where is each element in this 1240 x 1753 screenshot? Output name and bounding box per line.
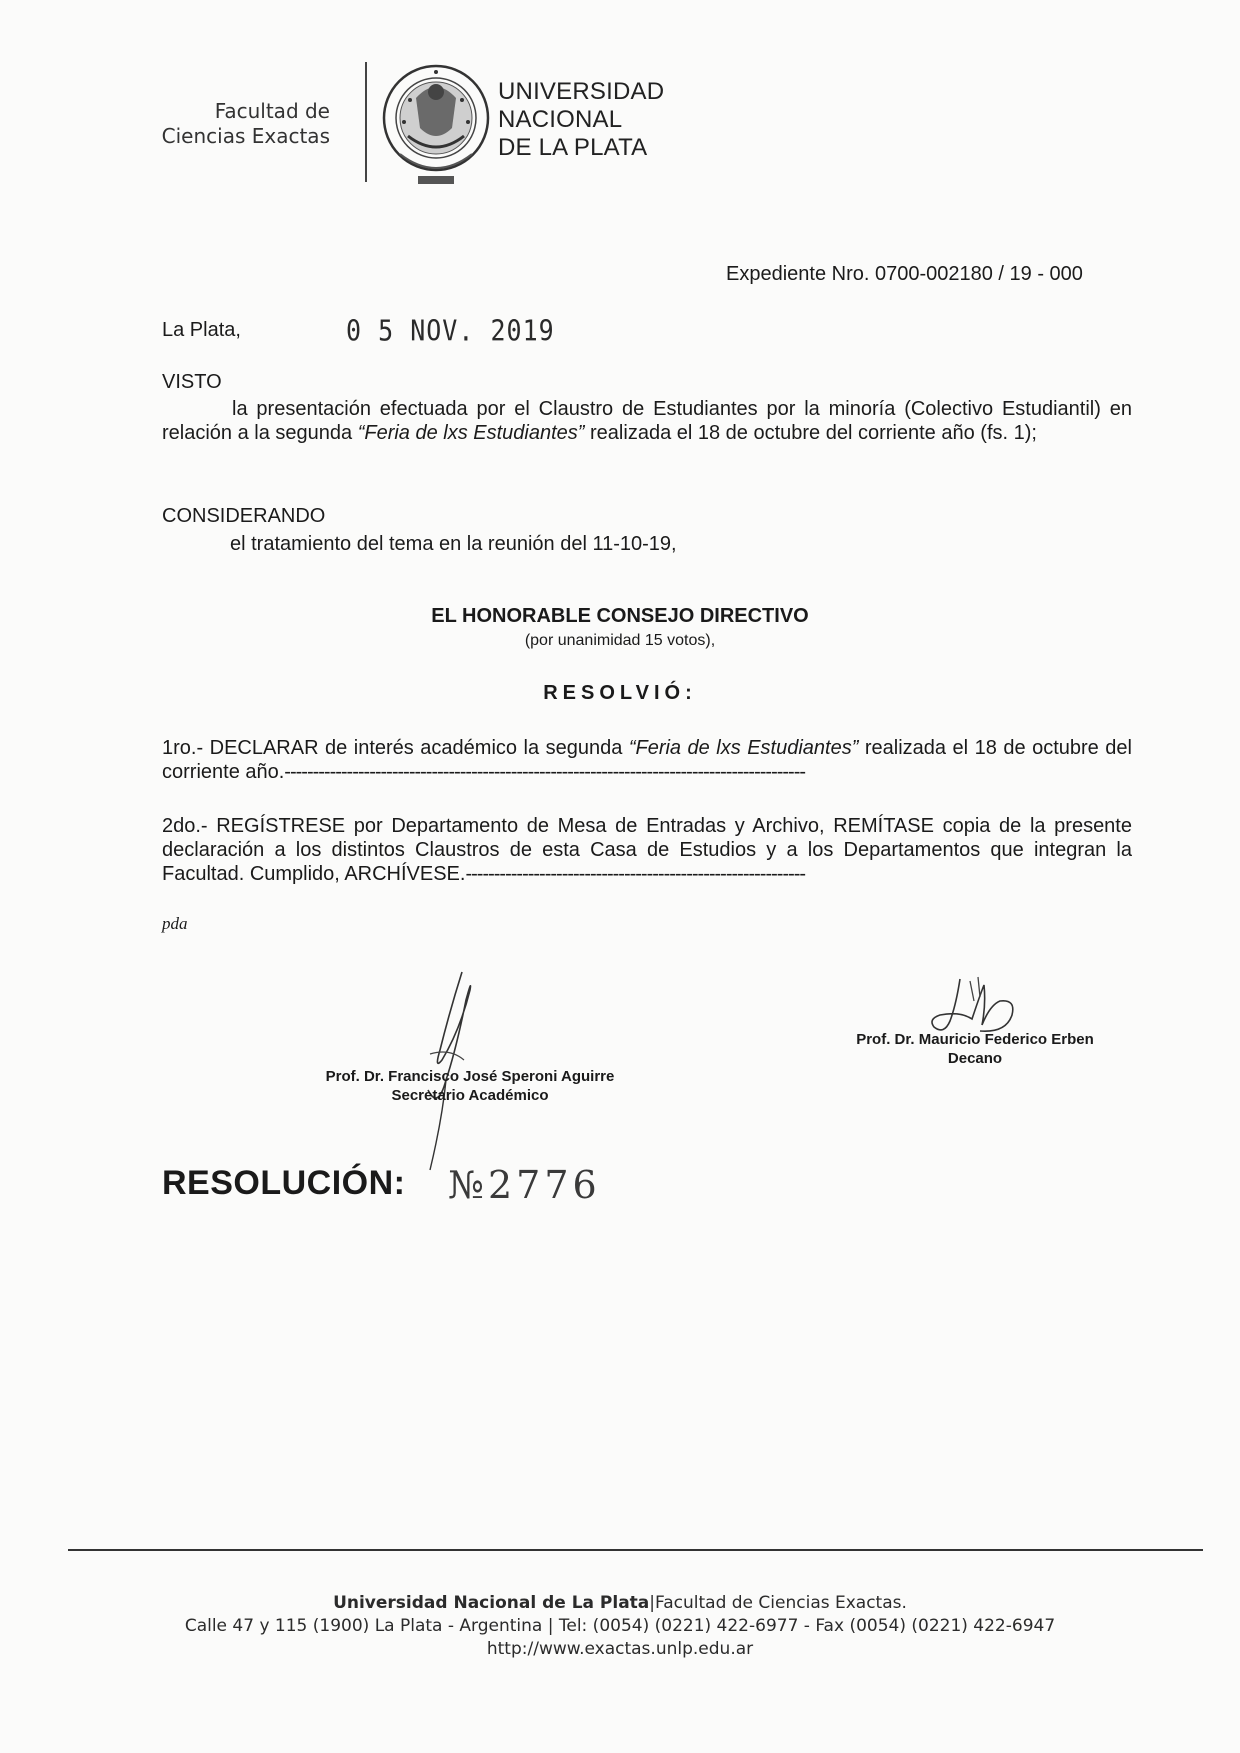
article-second-text: 2do.- REGÍSTRESE por Departamento de Mesa de Entradas y Archivo, REMÍTASE copia de la presente declaración a los distintos Claustros de esta Casa de Estudios y a los Departamentos que integran la Facultad. Cumplido, ARCHÍVESE. (162, 815, 1132, 885)
footer-university: Universidad Nacional de La Plata (333, 1593, 650, 1613)
visto-text-before: la presentación efectuada por el Claustro de Estudiantes por la minoría (Colectivo Estudiantil) en relación a la segunda (162, 398, 1132, 444)
footer-address: Calle 47 y 115 (1900) La Plata - Argentina | Tel: (0054) (0221) 422-6977 - Fax (0054) (0221) 422-6947 (184, 1616, 1056, 1636)
typist-initials: pda (162, 914, 188, 933)
faculty-name-line1: Facultad de (214, 99, 330, 123)
signature-right (835, 1030, 1115, 1068)
university-name-line1: UNIVERSIDAD (498, 78, 665, 105)
faculty-name-line2: Ciencias Exactas (161, 124, 330, 148)
visto-text-after: realizada el 18 de octubre del corriente año (fs. 1); (584, 422, 1037, 444)
considerando-label: CONSIDERANDO (162, 505, 326, 527)
article-second-dashes: ------------------------------------------------------------ (465, 863, 806, 885)
article-second (162, 814, 1132, 886)
signature-right-role: Decano (947, 1050, 1003, 1067)
university-name-line3: DE LA PLATA (498, 134, 648, 161)
visto-text-italic: “Feria de lxs Estudiantes” (357, 422, 585, 444)
place-label: La Plata, (162, 319, 241, 341)
footer-divider (68, 1549, 1203, 1551)
resolution-label: RESOLUCIÓN: (162, 1164, 406, 1202)
resolution-number: №2776 (448, 1163, 601, 1207)
signature-right-name: Prof. Dr. Mauricio Federico Erben (856, 1031, 1094, 1048)
considerando-text: el tratamiento del tema en la reunión del 11-10-19, (230, 533, 677, 555)
university-seal-icon (380, 58, 492, 192)
council-title: EL HONORABLE CONSEJO DIRECTIVO (431, 605, 809, 627)
article-first (162, 736, 1132, 784)
university-name (498, 78, 664, 162)
signature-left (300, 1067, 640, 1105)
signature-left-name: Prof. Dr. Francisco José Speroni Aguirre (325, 1068, 615, 1085)
university-name-line2: NACIONAL (498, 106, 623, 133)
article-first-dashes: -------------------------------------------------------------------------------------------- (284, 761, 806, 783)
visto-label: VISTO (162, 371, 222, 393)
date-stamp: 0 5 NOV. 2019 (346, 313, 555, 348)
resolved-heading: RESOLVIÓ: (543, 682, 697, 704)
article-first-after: realizada el 18 de octubre del corriente año. (162, 737, 1132, 783)
council-subtitle: (por unanimidad 15 votos), (524, 632, 716, 649)
faculty-name (130, 99, 330, 149)
footer-website-link[interactable]: http://www.exactas.unlp.edu.ar (486, 1639, 754, 1659)
header-divider (365, 62, 367, 182)
article-first-italic: “Feria de lxs Estudiantes” (628, 737, 859, 759)
article-first-before: 1ro.- DECLARAR de interés académico la segunda (162, 737, 629, 759)
footer-faculty: |Facultad de Ciencias Exactas. (649, 1593, 907, 1613)
visto-paragraph (162, 397, 1132, 445)
footer-institution (0, 1592, 1240, 1615)
signature-left-role: Secretario Académico (391, 1087, 549, 1104)
file-number: Expediente Nro. 0700-002180 / 19 - 000 (726, 263, 1083, 285)
